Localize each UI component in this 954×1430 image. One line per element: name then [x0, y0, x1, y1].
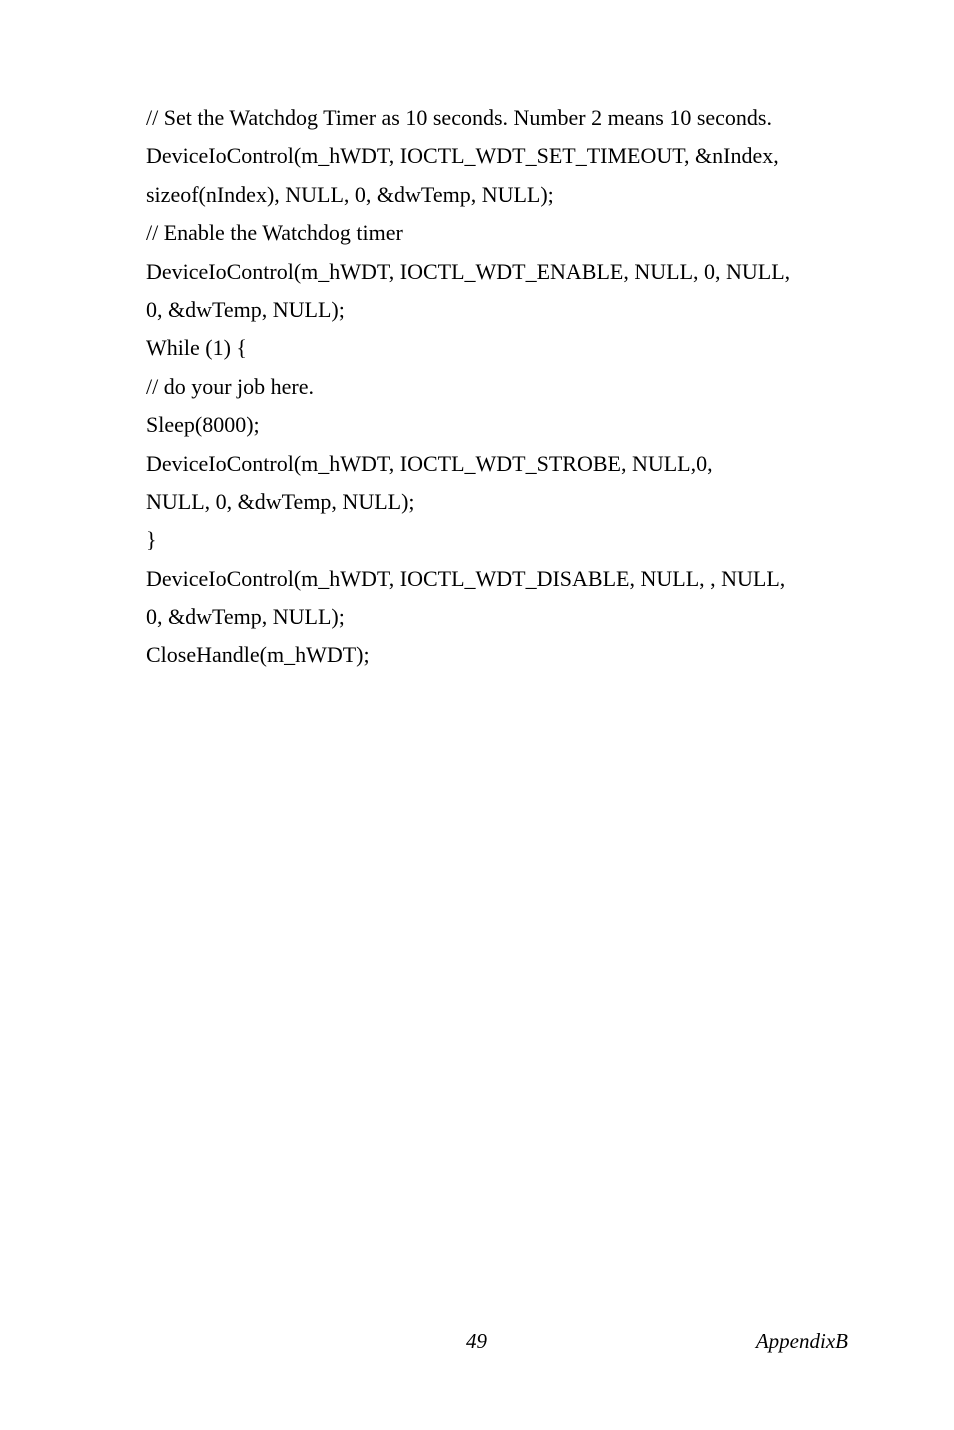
code-line-enable-args: 0, &dwTemp, NULL); [146, 296, 345, 322]
code-line-comment-set-timer: // Set the Watchdog Timer as 10 seconds. Number 2 means 10 seconds. [146, 105, 772, 130]
code-line-close-handle: CloseHandle(m_hWDT); [146, 642, 370, 668]
code-line-comment-enable: // Enable the Watchdog timer [146, 220, 403, 246]
code-line-sleep: Sleep(8000); [146, 412, 260, 438]
code-line-enable-call: DeviceIoControl(m_hWDT, IOCTL_WDT_ENABLE, NULL, 0, NULL, [146, 258, 791, 284]
code-line-set-timeout-call: DeviceIoControl(m_hWDT, IOCTL_WDT_SET_TIMEOUT, &nIndex, [146, 143, 779, 169]
code-line-while-start: While (1) { [146, 335, 247, 361]
code-line-disable-call: DeviceIoControl(m_hWDT, IOCTL_WDT_DISABLE, NULL, , NULL, [146, 565, 786, 591]
code-listing [146, 99, 866, 675]
code-line-while-end: } [146, 527, 157, 553]
code-line-strobe-args: NULL, 0, &dwTemp, NULL); [146, 488, 415, 514]
code-line-set-timeout-args: sizeof(nIndex), NULL, 0, &dwTemp, NULL); [146, 181, 554, 207]
code-line-disable-args: 0, &dwTemp, NULL); [146, 604, 345, 630]
footer-section-title: AppendixB [755, 1329, 848, 1353]
page-number: 49 [466, 1329, 487, 1353]
code-line-comment-job: // do your job here. [146, 373, 315, 399]
code-line-strobe-call: DeviceIoControl(m_hWDT, IOCTL_WDT_STROBE, NULL,0, [146, 450, 713, 476]
